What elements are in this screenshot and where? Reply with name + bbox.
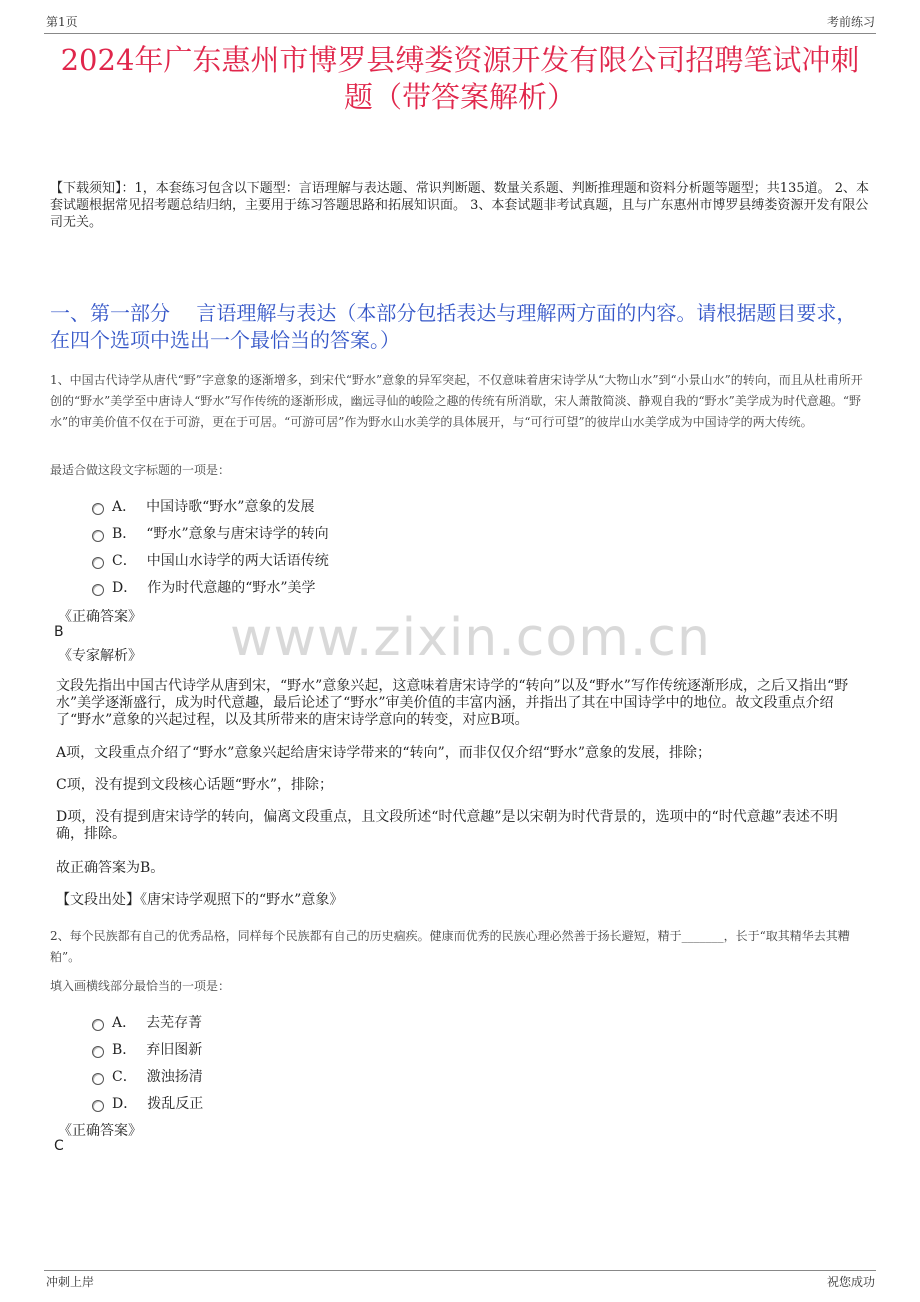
- question-1-answer-label: 《正确答案》: [58, 609, 142, 625]
- option-text: “野水”意象与唐宋诗学的转向: [146, 525, 329, 542]
- analysis-paragraph: C项，没有提到文段核心话题“野水”，排除；: [56, 777, 334, 793]
- option-letter: C．: [112, 1068, 137, 1085]
- question-1-option-b[interactable]: [92, 519, 329, 546]
- option-letter: A．: [112, 1014, 137, 1031]
- question-2-answer: C: [54, 1138, 64, 1154]
- page-number: 第1页: [46, 15, 78, 29]
- question-2-answer-label: 《正确答案》: [58, 1123, 142, 1139]
- option-text: 去芜存菁: [146, 1014, 203, 1031]
- question-1-answer: B: [54, 624, 64, 640]
- option-letter: B．: [112, 1041, 137, 1058]
- header-label: 考前练习: [826, 15, 875, 29]
- radio-icon[interactable]: [92, 557, 104, 569]
- option-letter: D．: [112, 579, 138, 596]
- footer-right-label: 祝您成功: [826, 1275, 875, 1289]
- watermark: www.zixin.com.cn: [230, 608, 711, 668]
- question-1-text: 1、中国古代诗学从唐代“野”字意象的逐渐增多，到宋代“野水”意象的异军突起，不仅意味着唐宋诗学从“大物山水”到“小景山水”的转向，而且从杜甫所开创的“野水”美学至中唐诗人“野水”写作传统的逐渐形成，幽远寻仙的峻险之趣的传统有所消歇，宋人萧散简淡、静观自我的“野水”美学成为时代意趣。“野水”的审美价值不仅在于可游，更在于可居。“可游可居”作为野水山水美学的具体展开，与“可行可望”的彼岸山水美学成为中国诗学的两大传统。: [50, 373, 863, 429]
- radio-icon[interactable]: [92, 1046, 104, 1058]
- question-2-option-c[interactable]: [92, 1062, 203, 1089]
- footer-left-label: 冲刺上岸: [46, 1275, 95, 1289]
- download-notice: 【下载须知】：1，本套练习包含以下题型：言语理解与表达题、常识判断题、数量关系题、判断推理题和资料分析题等题型；共135道。 2、本套试题根据常见招考题总结归纳，主要用于练习答题思路和拓展知识面。 3、本套试题非考试真题，且与广东惠州市博罗县缚娄资源开发有限公司无关。: [50, 181, 869, 230]
- question-2-prompt: 填入画横线部分最恰当的一项是：: [50, 979, 231, 993]
- question-2-options: [92, 1008, 203, 1116]
- option-letter: C．: [112, 552, 137, 569]
- option-letter: A．: [112, 498, 137, 515]
- option-letter: B．: [112, 525, 137, 542]
- option-text: 激浊扬清: [146, 1068, 203, 1085]
- radio-icon[interactable]: [92, 1073, 104, 1085]
- option-text: 弃旧图新: [146, 1041, 203, 1058]
- analysis-paragraph: A项，文段重点介绍了“野水”意象兴起给唐宋诗学带来的“转向”，而非仅仅介绍“野水”意象的发展，排除；: [56, 745, 712, 761]
- analysis-paragraph: 文段先指出中国古代诗学从唐到宋，“野水”意象兴起，这意味着唐宋诗学的“转向”以及“野水”写作传统逐渐形成，之后又指出“野水”美学逐渐盛行，成为时代意趣，最后论述了“野水”审美价值的丰富内涵，并指出了其在中国诗学中的地位。故文段重点介绍了“野水”意象的兴起过程，以及其所带来的唐宋诗学意向的转变，对应B项。: [56, 678, 849, 728]
- footer-divider: [44, 1270, 876, 1271]
- question-1-options: [92, 492, 329, 600]
- analysis-paragraph: D项，没有提到唐宋诗学的转向，偏离文段重点，且文段所述“时代意趣”是以宋朝为时代背景的，选项中的“时代意趣”表述不明确，排除。: [56, 809, 838, 842]
- radio-icon[interactable]: [92, 530, 104, 542]
- question-1-prompt: 最适合做这段文字标题的一项是：: [50, 463, 231, 477]
- radio-icon[interactable]: [92, 1100, 104, 1112]
- question-1-analysis-label: 《专家解析》: [58, 648, 142, 664]
- radio-icon[interactable]: [92, 584, 104, 596]
- option-text: 中国诗歌“野水”意象的发展: [146, 498, 315, 515]
- question-2-option-d[interactable]: [92, 1089, 203, 1116]
- analysis-source: 【文段出处】《唐宋诗学观照下的“野水”意象》: [56, 892, 344, 908]
- analysis-conclusion: 故正确答案为B。: [56, 860, 165, 876]
- option-text: 中国山水诗学的两大话语传统: [146, 552, 329, 569]
- radio-icon[interactable]: [92, 503, 104, 515]
- question-1-option-a[interactable]: [92, 492, 329, 519]
- document-title: 2024年广东惠州市博罗县缚娄资源开发有限公司招聘笔试冲刺题（带答案解析）: [60, 43, 860, 114]
- question-2-option-b[interactable]: [92, 1035, 203, 1062]
- question-1-option-c[interactable]: [92, 546, 329, 573]
- section-heading: 一、第一部分 言语理解与表达（本部分包括表达与理解两方面的内容。请根据题目要求，在四个选项中选出一个最恰当的答案。）: [50, 301, 857, 352]
- option-letter: D．: [112, 1095, 138, 1112]
- radio-icon[interactable]: [92, 1019, 104, 1031]
- option-text: 作为时代意趣的“野水”美学: [147, 579, 316, 596]
- header-divider: [44, 33, 876, 34]
- question-2-option-a[interactable]: [92, 1008, 203, 1035]
- question-2-text: 2、每个民族都有自己的优秀品格，同样每个民族都有自己的历史痼疾。健康而优秀的民族心理必然善于扬长避短，精于_______，长于“取其精华去其糟粕”。: [50, 929, 850, 964]
- question-1-option-d[interactable]: [92, 573, 329, 600]
- option-text: 拨乱反正: [147, 1095, 204, 1112]
